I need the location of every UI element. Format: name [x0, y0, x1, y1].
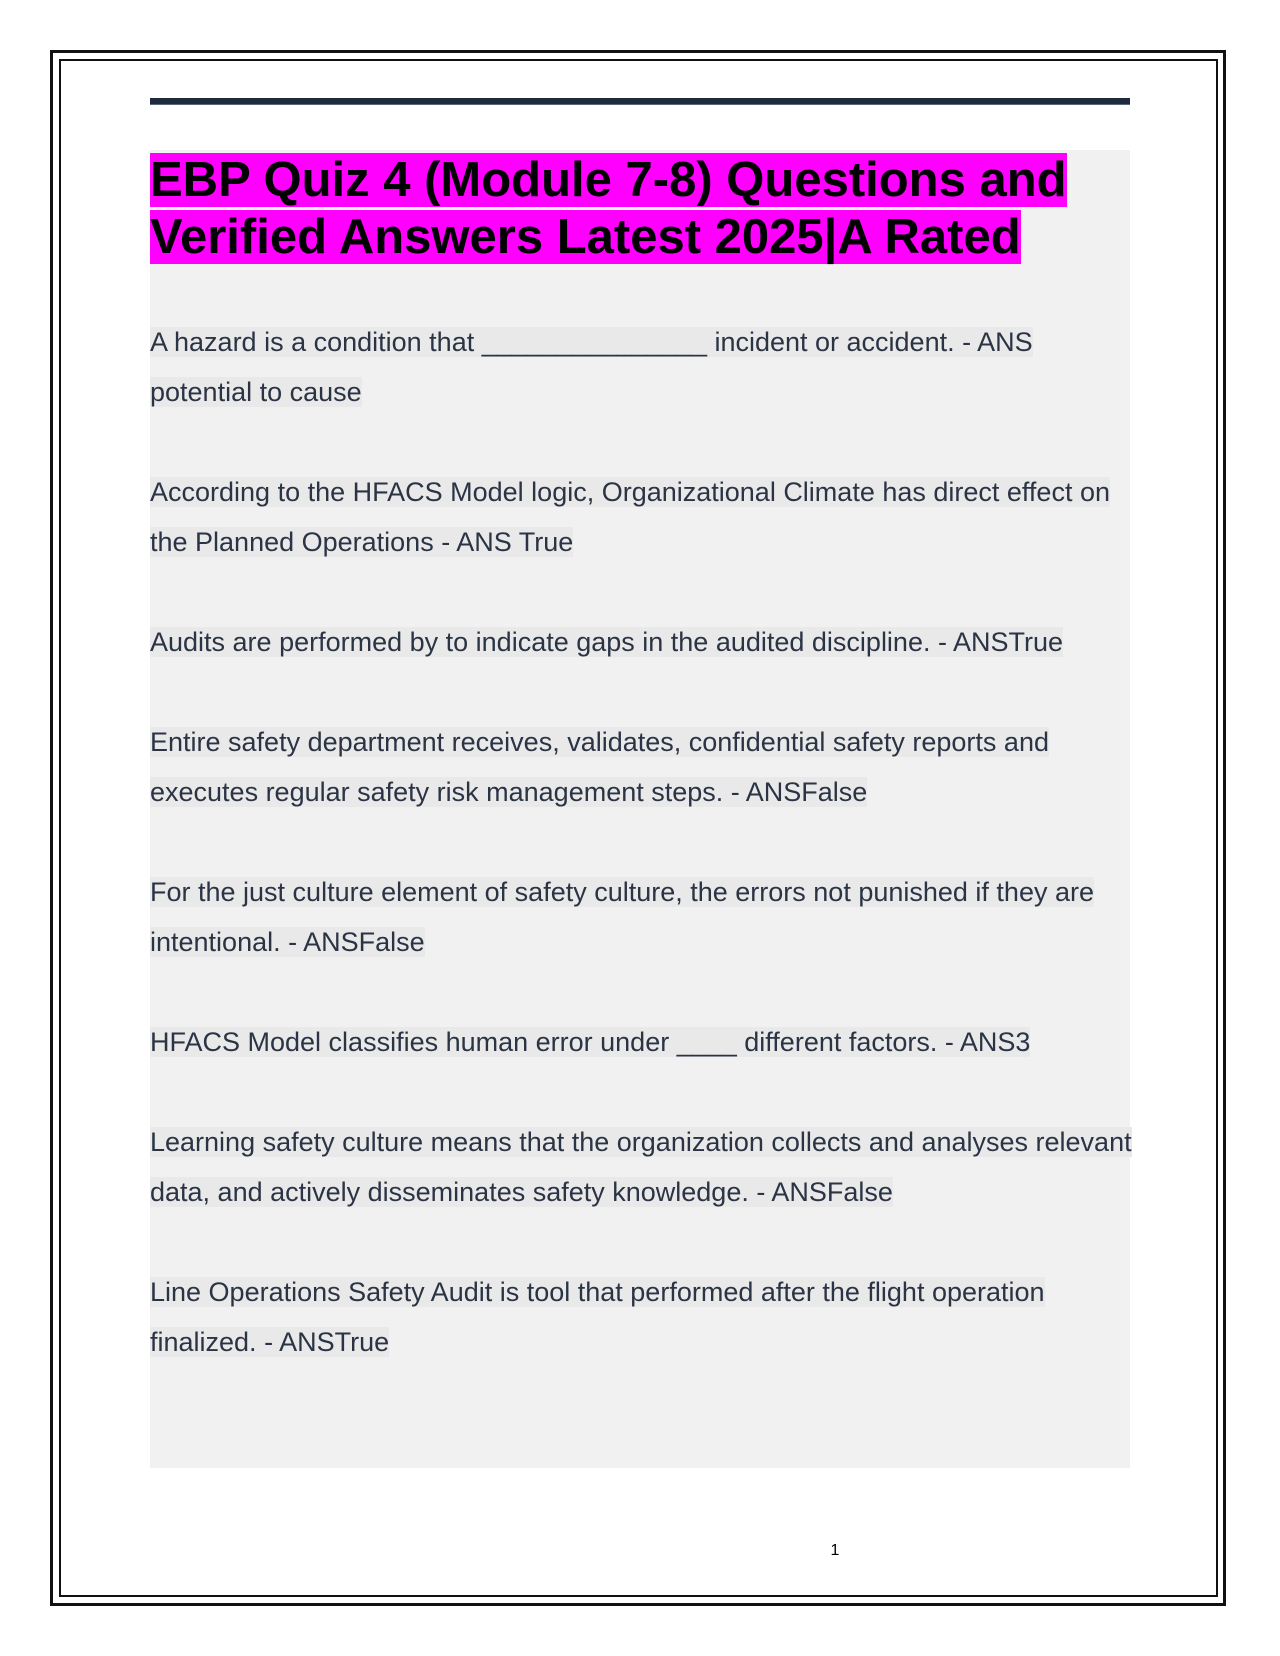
qa-text: Audits are performed by to indicate gaps in the audited discipline. - ANSTrue — [150, 627, 1064, 657]
qa-text: Line Operations Safety Audit is tool that performed after the flight operation finalized. - ANSTrue — [150, 1277, 1045, 1357]
qa-item — [150, 467, 1140, 567]
qa-text: For the just culture element of safety culture, the errors not punished if they are intentional. - ANSFalse — [150, 877, 1094, 957]
qa-item — [150, 617, 1140, 667]
qa-list — [150, 317, 1140, 1417]
qa-item — [150, 1017, 1140, 1067]
qa-item — [150, 1267, 1140, 1367]
document-title — [150, 152, 1140, 266]
qa-item — [150, 867, 1140, 967]
qa-item — [150, 1117, 1140, 1217]
qa-text: A hazard is a condition that _______________ incident or accident. - ANS potential to cause — [150, 327, 1033, 407]
qa-text: HFACS Model classifies human error under ____ different factors. - ANS3 — [150, 1027, 1031, 1057]
title-highlight: EBP Quiz 4 (Module 7-8) Questions and Verified Answers Latest 2025|A Rated — [150, 153, 1067, 264]
qa-item — [150, 717, 1140, 817]
header-rule — [150, 98, 1130, 105]
qa-item — [150, 317, 1140, 417]
qa-text: Entire safety department receives, validates, confidential safety reports and executes regular safety risk management steps. - ANSFalse — [150, 727, 1049, 807]
page-number: 1 — [830, 1542, 840, 1559]
qa-text: According to the HFACS Model logic, Organizational Climate has direct effect on the Planned Operations - ANS True — [150, 477, 1110, 557]
qa-text: Learning safety culture means that the organization collects and analyses relevant data, and actively disseminates safety knowledge. - ANSFalse — [150, 1127, 1132, 1207]
